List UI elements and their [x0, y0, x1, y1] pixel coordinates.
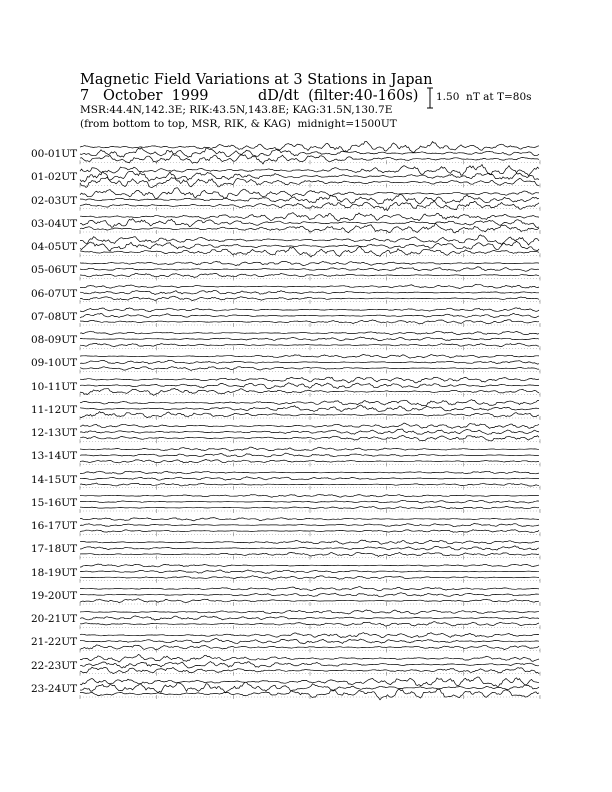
row-label: 20-21UT: [31, 613, 78, 625]
trace-rik: [80, 219, 539, 228]
row-label: 23-24UT: [31, 682, 78, 695]
trace-msr: [80, 388, 539, 395]
trace-msr: [80, 435, 539, 441]
row-label: 21-22UT: [31, 636, 78, 649]
row-label: 06-07UT: [31, 287, 78, 300]
trace-kag: [80, 331, 539, 335]
trace-row: [80, 331, 540, 350]
trace-row: [80, 518, 540, 537]
trace-row: [80, 400, 540, 420]
row-label: 17-18UT: [31, 543, 78, 556]
row-label: 19-20UT: [31, 589, 78, 602]
row-label: 11-12UT: [31, 403, 78, 416]
trace-msr: [80, 553, 539, 557]
trace-rik: [80, 405, 539, 412]
trace-msr: [80, 483, 539, 486]
row-label: 14-15UT: [31, 473, 78, 486]
trace-msr: [80, 689, 539, 700]
row-label: 22-23UT: [31, 659, 78, 672]
trace-kag: [80, 354, 539, 358]
row-label: 10-11UT: [31, 380, 78, 393]
trace-kag: [80, 377, 539, 383]
trace-row: [80, 141, 540, 164]
trace-msr: [80, 576, 539, 580]
trace-rik: [80, 570, 539, 574]
trace-msr: [80, 273, 539, 277]
trace-row: [80, 235, 540, 257]
trace-msr: [80, 530, 539, 533]
row-label: 18-19UT: [31, 566, 78, 579]
trace-kag: [80, 447, 539, 451]
trace-kag: [80, 284, 539, 288]
row-label: 00-01UT: [31, 148, 78, 160]
row-label: 02-03UT: [31, 194, 78, 207]
trace-kag: [80, 610, 539, 614]
trace-kag: [80, 564, 539, 567]
trace-kag: [80, 165, 539, 176]
trace-msr: [80, 177, 539, 187]
trace-rik: [80, 267, 539, 272]
row-label: 15-16UT: [31, 496, 78, 509]
trace-kag: [80, 141, 539, 152]
trace-row: [80, 677, 540, 700]
trace-msr: [80, 154, 539, 164]
trace-rik: [80, 639, 539, 644]
trace-row: [80, 165, 540, 188]
quantity-label: dD/dt (filter:40-160s): [258, 88, 419, 104]
trace-rik: [80, 546, 539, 550]
trace-rik: [80, 500, 539, 503]
trace-rik: [80, 616, 539, 620]
trace-msr: [80, 343, 539, 347]
trace-rik: [80, 290, 539, 294]
station-coordinates: MSR:44.4N,142.3E; RIK:43.5N,143.8E; KAG:31.5N,130.7E: [80, 104, 393, 116]
trace-row: [80, 188, 540, 211]
trace-rik: [80, 383, 539, 389]
trace-kag: [80, 587, 539, 591]
chart-title: Magnetic Field Variations at 3 Stations in Japan: [80, 72, 433, 88]
trace-msr: [80, 320, 539, 324]
trace-rik: [80, 453, 539, 457]
row-label: 12-13UT: [31, 427, 78, 439]
trace-row: [80, 261, 540, 280]
trace-msr: [80, 506, 539, 509]
trace-kag: [80, 400, 539, 406]
trace-rik: [80, 360, 539, 364]
trace-msr: [80, 459, 539, 463]
scale-bar: [427, 88, 433, 108]
trace-kag: [80, 261, 539, 265]
trace-kag: [80, 235, 539, 245]
trace-row: [80, 564, 540, 583]
trace-row: [80, 495, 540, 513]
row-label: 03-04UT: [31, 217, 78, 230]
trace-rik: [80, 171, 539, 182]
date-label: 7 October 1999: [80, 88, 209, 104]
trace-kag: [80, 633, 539, 638]
trace-rik: [80, 523, 539, 526]
trace-row: [80, 308, 540, 327]
trace-row: [80, 540, 540, 560]
row-label: 09-10UT: [31, 357, 78, 370]
trace-msr: [80, 296, 539, 300]
trace-rik: [80, 429, 539, 434]
trace-msr: [80, 599, 539, 603]
trace-row: [80, 447, 540, 466]
trace-kag: [80, 495, 539, 498]
trace-row: [80, 654, 540, 675]
row-label: 08-09UT: [31, 334, 78, 346]
row-label: 16-17UT: [31, 520, 78, 532]
trace-rik: [80, 313, 539, 318]
trace-rik: [80, 241, 539, 251]
trace-row: [80, 633, 540, 653]
trace-msr: [80, 645, 539, 650]
trace-kag: [80, 654, 539, 662]
trace-kag: [80, 308, 539, 312]
trace-rik: [80, 662, 539, 669]
trace-msr: [80, 667, 539, 674]
trace-row: [80, 284, 540, 303]
trace-row: [80, 213, 540, 234]
row-label: 13-14UT: [31, 450, 78, 463]
trace-rik: [80, 477, 539, 480]
trace-kag: [80, 518, 539, 521]
trace-kag: [80, 213, 539, 221]
trace-kag: [80, 540, 539, 544]
trace-kag: [80, 471, 539, 474]
row-label: 01-02UT: [31, 171, 78, 184]
trace-rik: [80, 593, 539, 597]
trace-rik: [80, 337, 539, 341]
trace-kag: [80, 423, 539, 428]
row-label: 05-06UT: [31, 264, 78, 277]
trace-rows: [80, 141, 540, 700]
trace-kag: [80, 188, 539, 199]
scale-bar-label: 1.50 nT at T=80s: [436, 91, 532, 103]
trace-row: [80, 354, 540, 373]
trace-msr: [80, 622, 539, 627]
row-label: 04-05UT: [31, 241, 78, 253]
trace-msr: [80, 412, 539, 418]
trace-msr: [80, 367, 539, 371]
trace-row: [80, 377, 540, 397]
row-label: 07-08UT: [31, 310, 78, 323]
trace-row: [80, 423, 540, 443]
trace-order-note: (from bottom to top, MSR, RIK, & KAG) midnight=1500UT: [80, 118, 397, 130]
trace-row: [80, 610, 540, 629]
trace-kag: [80, 677, 539, 686]
trace-row: [80, 587, 540, 606]
trace-row: [80, 471, 540, 490]
